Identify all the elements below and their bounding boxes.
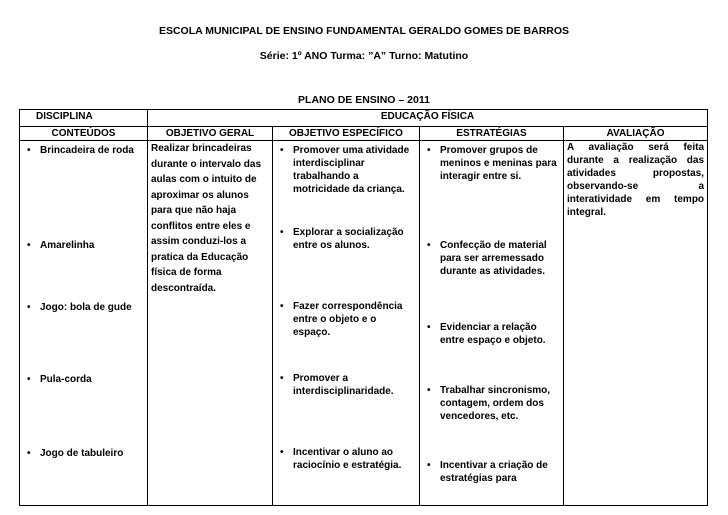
teaching-plan-table <box>19 109 708 506</box>
estrategias-cell: • Promover grupos de meninos e meninas para interagir entre si. • Confecção de material para ser arremessado durante as atividades. • Evidenciar a relação entre espaço e objeto. • Trabalhar sincronismo, contagem, ordem dos vencedores, etc. • Incentivar a criação de estratégias para <box>420 141 564 506</box>
objetivo-especifico-cell: • Promover uma atividade interdisciplinar trabalhando a motricidade da criança. • Explorar a socialização entre os alunos. • Fazer correspondência entre o objeto e o espaço. • Promover a interdisciplinaridade. • Incentivar o aluno ao raciocínio e estratégia. <box>273 141 420 506</box>
conteudos-cell: • Brincadeira de roda • Amarelinha • Jogo: bola de gude • Pula-corda • Jogo de tabuleiro <box>20 141 148 506</box>
discipline-label: DISCIPLINA <box>20 110 148 127</box>
school-name: ESCOLA MUNICIPAL DE ENSINO FUNDAMENTAL GERALDO GOMES DE BARROS <box>158 25 570 37</box>
objetivo-geral-text: Realizar brincadeiras durante o intervalo das aulas com o intuito de aproximar os alunos para que não haja conflitos entre eles e assim conduzi-los a pratica da Educação física de forma descontraída. <box>151 143 262 294</box>
col-objetivo-geral: OBJETIVO GERAL <box>148 127 273 141</box>
discipline-value: EDUCAÇÃO FÍSICA <box>148 110 708 127</box>
avaliacao-text: A avaliação será feita durante a realização das atividades propostas, observando-se a interatividade em tempo integral. <box>567 142 705 218</box>
objetivo-geral-cell <box>148 141 273 506</box>
avaliacao-cell <box>564 141 708 506</box>
col-objetivo-especifico: OBJETIVO ESPECÍFICO <box>273 127 420 141</box>
col-conteudos: CONTEÚDOS <box>20 127 148 141</box>
col-estrategias: ESTRATÉGIAS <box>420 127 564 141</box>
col-avaliacao: AVALIAÇÃO <box>564 127 708 141</box>
plan-title: PLANO DE ENSINO – 2011 <box>298 94 430 106</box>
class-info: Série: 1º ANO Turma: ”A” Turno: Matutino <box>259 50 469 62</box>
